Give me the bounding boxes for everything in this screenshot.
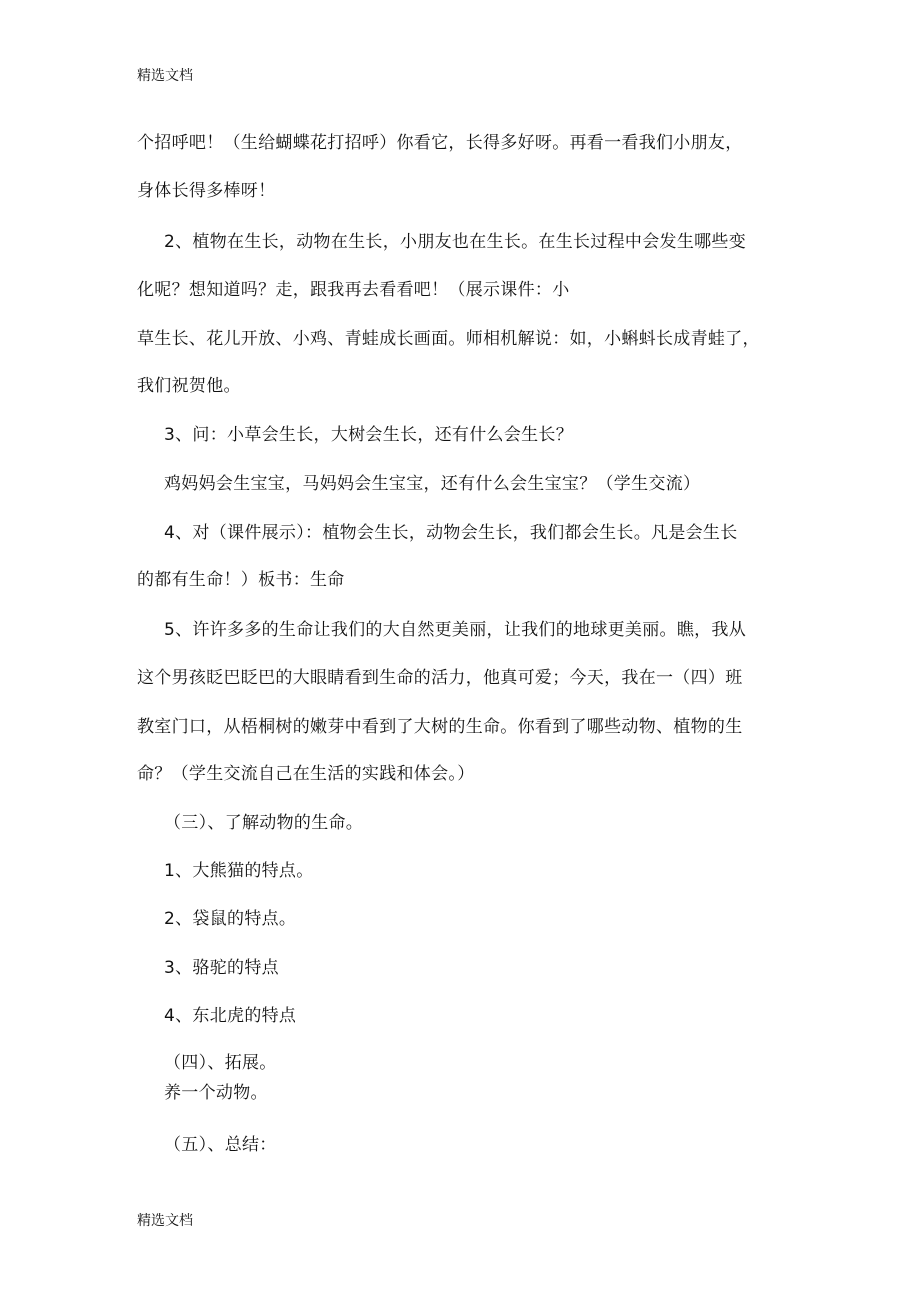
list-item: 1、大熊猫的特点。 bbox=[164, 861, 314, 881]
page-footer: 精选文档 bbox=[137, 1213, 193, 1229]
text-line: 草生长、花儿开放、小鸡、青蛙成长画面。师相机解说：如，小蝌蚪长成青蛙了， bbox=[137, 329, 760, 349]
list-item: 3、骆驼的特点 bbox=[164, 958, 279, 978]
text-line: 5、许许多多的生命让我们的大自然更美丽，让我们的地球更美丽。瞧，我从 bbox=[164, 620, 747, 640]
text-line: 教室门口，从梧桐树的嫩芽中看到了大树的生命。你看到了哪些动物、植物的生 bbox=[137, 717, 743, 737]
text-line: 化呢？想知道吗？走，跟我再去看看吧！（展示课件：小 bbox=[137, 280, 570, 300]
text-line: 的都有生命！）板书：生命 bbox=[137, 570, 345, 590]
text-line: 命？（学生交流自己在生活的实践和体会。） bbox=[137, 764, 475, 784]
list-item: 2、袋鼠的特点。 bbox=[164, 909, 297, 929]
section-heading: （四）、拓展。 bbox=[164, 1053, 277, 1073]
list-item: 4、东北虎的特点 bbox=[164, 1006, 297, 1026]
section-heading: （三）、了解动物的生命。 bbox=[164, 813, 364, 833]
text-line: 2、植物在生长，动物在生长，小朋友也在生长。在生长过程中会发生哪些变 bbox=[164, 232, 747, 252]
text-line: 养一个动物。 bbox=[164, 1083, 268, 1103]
text-line: 这个男孩眨巴眨巴的大眼睛看到生命的活力，他真可爱；今天，我在一（四）班 bbox=[137, 668, 743, 688]
text-line: 身体长得多棒呀！ bbox=[137, 181, 276, 201]
text-line: 4、对（课件展示）：植物会生长，动物会生长，我们都会生长。凡是会生长 bbox=[164, 523, 738, 543]
text-line: 3、问：小草会生长，大树会生长，还有什么会生长？ bbox=[164, 425, 574, 445]
text-line: 鸡妈妈会生宝宝，马妈妈会生宝宝，还有什么会生宝宝？（学生交流） bbox=[164, 474, 701, 494]
section-heading: （五）、总结： bbox=[164, 1135, 277, 1155]
page-header: 精选文档 bbox=[137, 68, 193, 84]
text-line: 个招呼吧！（生给蝴蝶花打招呼）你看它，长得多好呀。再看一看我们小朋友， bbox=[137, 133, 743, 153]
text-line: 我们祝贺他。 bbox=[137, 376, 241, 396]
